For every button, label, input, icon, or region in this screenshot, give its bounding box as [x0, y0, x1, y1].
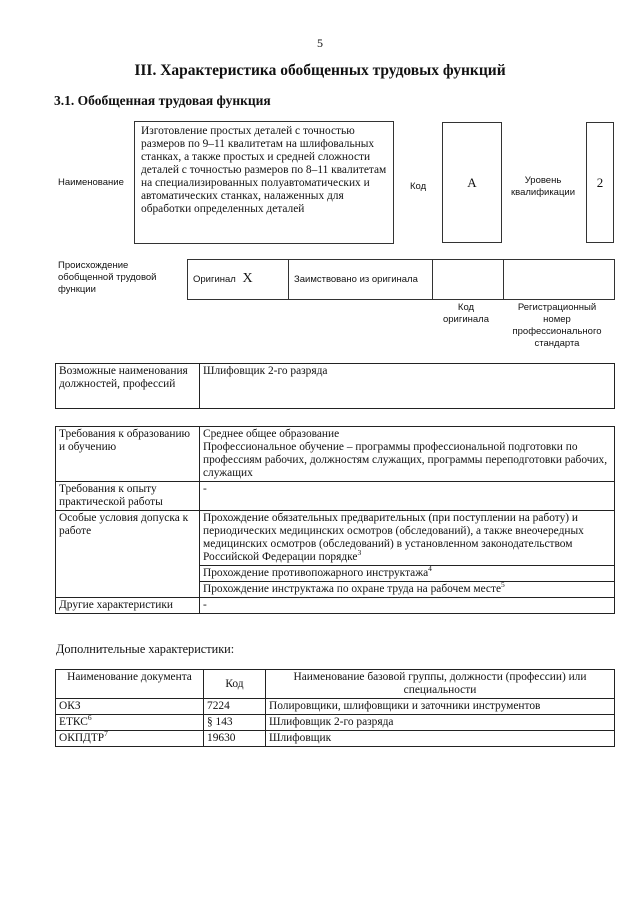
origin-table	[187, 259, 615, 300]
other-characteristics-value: -	[200, 598, 615, 614]
experience-label: Требования к опыту практической работы	[56, 482, 200, 511]
function-name-value: Изготовление простых деталей с точностью размеров по 9–11 квалитетам на шлифовальных станках, а также простых и средней сложности деталей с точностью размеров по 8–11 квалитетам на специализированных полуавтоматических и автоматических станках, налаженных для обработки определенных деталей	[134, 121, 394, 244]
special-condition-item	[200, 565, 614, 581]
row-name: Шлифовщик	[266, 731, 615, 747]
row-name: Шлифовщик 2-го разряда	[266, 715, 615, 731]
original-code-cell	[433, 260, 504, 300]
education-line: Среднее общее образование	[203, 428, 340, 440]
original-label: Оригинал	[193, 274, 236, 285]
job-titles-value: Шлифовщик 2-го разряда	[200, 364, 615, 409]
special-condition-item	[200, 581, 614, 597]
document-name: ОКЗ	[59, 700, 81, 712]
reg-number-label: Регистрационный номер профессионального стандарта	[512, 302, 602, 349]
code-original-label: Код оригинала	[442, 302, 489, 325]
table-row	[56, 731, 615, 747]
job-titles-label: Возможные наименования должностей, профессий	[56, 364, 200, 409]
header-name: Наименование базовой группы, должности (профессии) или специальности	[266, 670, 615, 699]
borrowed-label: Заимствовано из оригинала	[289, 260, 433, 300]
header-document: Наименование документа	[56, 670, 204, 699]
education-line: Профессиональное обучение – программы профессиональной подготовки по профессиям рабочих, должностям служащих, программы переподготовки рабочих, служащих	[203, 441, 608, 479]
row-code: 19630	[204, 731, 266, 747]
row-code: § 143	[204, 715, 266, 731]
footnote-ref: 7	[104, 729, 108, 739]
document-name: ОКПДТР	[59, 732, 105, 744]
education-value	[200, 427, 615, 482]
row-document	[56, 699, 204, 715]
row-document	[56, 731, 204, 747]
function-name-label: Наименование	[58, 177, 124, 188]
subsection-title: 3.1. Обобщенная трудовая функция	[54, 93, 271, 108]
experience-value: -	[200, 482, 615, 511]
page-number: 5	[317, 36, 323, 50]
additional-title: Дополнительные характеристики:	[56, 642, 235, 656]
row-name: Полировщики, шлифовщики и заточники инструментов	[266, 699, 615, 715]
special-condition-item	[200, 511, 614, 565]
table-header-row	[56, 670, 615, 699]
other-characteristics-label: Другие характеристики	[56, 598, 200, 614]
qualification-level-value: 2	[586, 122, 614, 243]
code-value: A	[442, 122, 502, 243]
code-label: Код	[410, 181, 427, 192]
footnote-ref: 4	[428, 564, 432, 574]
special-condition-text: Прохождение инструктажа по охране труда на рабочем месте	[203, 583, 502, 595]
section-title: III. Характеристика обобщенных трудовых функций	[134, 62, 506, 79]
special-conditions-value	[200, 511, 615, 598]
footnote-ref: 6	[87, 713, 92, 723]
header-code: Код	[204, 670, 266, 699]
requirements-table	[55, 426, 615, 614]
special-condition-text: Прохождение обязательных предварительных (при поступлении на работу) и периодических медицинских осмотров (обследований), а также внеочередных медицинских осмотров (обследований) в установленном законодательством Российской Федерации порядке	[203, 512, 584, 563]
original-cell	[188, 260, 289, 300]
qualification-level-label: Уровень квалификации	[510, 175, 576, 198]
special-conditions-label: Особые условия допуска к работе	[56, 511, 200, 598]
footnote-ref: 5	[501, 580, 505, 590]
origin-label: Происхождение обобщенной трудовой функции	[58, 260, 157, 295]
education-label: Требования к образованию и обучению	[56, 427, 200, 482]
row-document	[56, 715, 204, 731]
special-condition-text: Прохождение противопожарного инструктажа	[203, 567, 429, 579]
original-mark: X	[242, 271, 253, 286]
reg-number-cell	[504, 260, 615, 300]
job-titles-table	[55, 363, 615, 409]
additional-table	[55, 669, 615, 747]
footnote-ref: 3	[357, 548, 362, 558]
table-row	[56, 699, 615, 715]
table-row	[56, 715, 615, 731]
row-code: 7224	[204, 699, 266, 715]
document-name: ЕТКС	[59, 716, 88, 728]
